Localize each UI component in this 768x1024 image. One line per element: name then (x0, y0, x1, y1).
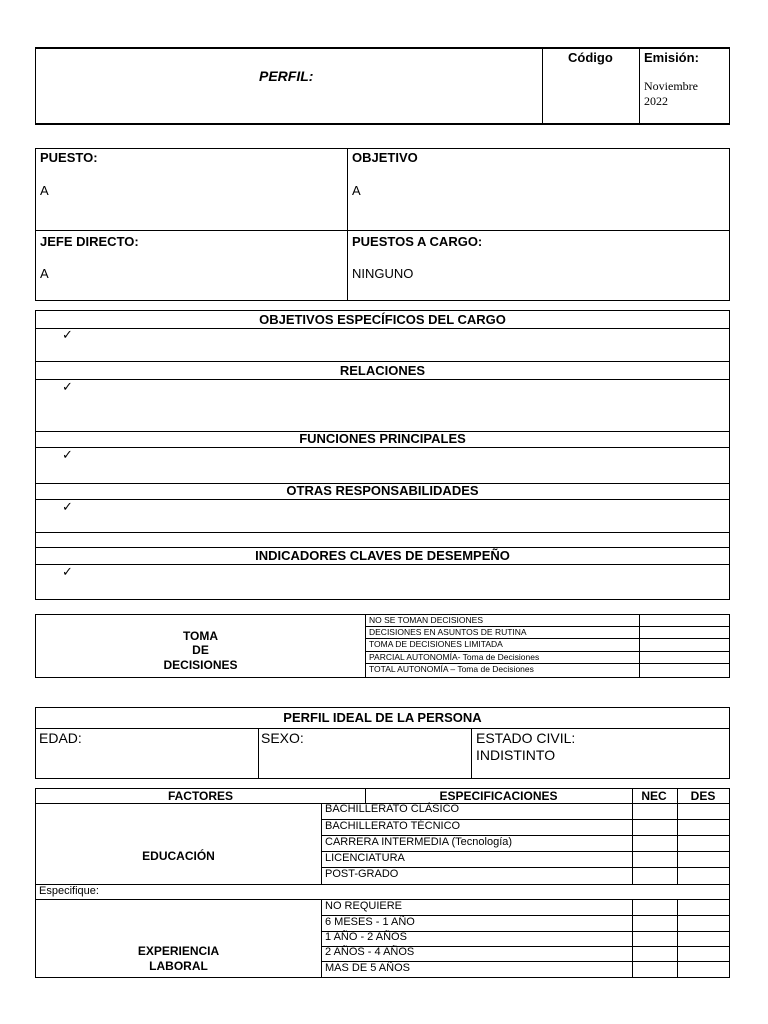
educacion-item: BACHILLERATO TÉCNICO (325, 820, 461, 832)
decisiones-label-3: DECISIONES (163, 658, 238, 672)
funciones-check-icon: ✓ (62, 447, 73, 462)
emision-value-line1: Noviembre (644, 79, 698, 93)
indicadores-title: INDICADORES CLAVES DE DESEMPEÑO (255, 548, 510, 563)
info-box (35, 148, 730, 301)
header-box (35, 47, 730, 125)
objetivos-check-icon: ✓ (62, 327, 73, 342)
experiencia-item: 1 AÑO - 2 AÑOS (325, 931, 407, 943)
sexo-label: SEXO: (261, 730, 304, 746)
emision-value-line2: 2022 (644, 94, 668, 108)
estado-civil-label: ESTADO CIVIL: (476, 730, 576, 746)
decision-option: TOMA DE DECISIONES LIMITADA (369, 639, 503, 649)
puesto-value: A (40, 183, 49, 198)
experiencia-label-1: EXPERIENCIA (137, 944, 220, 958)
experiencia-item: NO REQUIERE (325, 900, 403, 912)
indicadores-check-icon: ✓ (62, 564, 73, 579)
educacion-item: POST-GRADO (325, 868, 399, 880)
col-des: DES (690, 789, 716, 803)
codigo-label: Código (568, 50, 613, 65)
decision-option: PARCIAL AUTONOMÍA- Toma de Decisiones (369, 652, 540, 662)
funciones-title: FUNCIONES PRINCIPALES (299, 431, 466, 446)
puesto-label: PUESTO: (40, 150, 98, 165)
educacion-item: BACHILLERATO CLÁSICO (325, 803, 460, 815)
educacion-item: CARRERA INTERMEDIA (Tecnología) (325, 836, 513, 848)
otras-title: OTRAS RESPONSABILIDADES (286, 483, 479, 498)
perfil-ideal-title: PERFIL IDEAL DE LA PERSONA (283, 710, 482, 725)
decision-option: DECISIONES EN ASUNTOS DE RUTINA (369, 627, 527, 637)
experiencia-item: MAS DE 5 AÑOS (325, 962, 410, 974)
experiencia-label-2: LABORAL (149, 959, 208, 973)
experiencia-item: 2 AÑOS - 4 AÑOS (325, 946, 415, 958)
col-especificaciones: ESPECIFICACIONES (439, 789, 558, 803)
sections-box (35, 310, 730, 600)
decisiones-box (35, 614, 730, 678)
decisiones-label-2: DE (192, 643, 209, 657)
col-factores: FACTORES (167, 789, 234, 803)
relaciones-title: RELACIONES (339, 363, 426, 378)
puestos-cargo-value: NINGUNO (352, 266, 414, 281)
objetivo-value: A (352, 183, 361, 198)
jefe-directo-value: A (40, 266, 49, 281)
decisiones-label-1: TOMA (182, 629, 219, 643)
edad-label: EDAD: (39, 730, 82, 746)
col-nec: NEC (641, 789, 667, 803)
decision-option: TOTAL AUTONOMÍA – Toma de Decisiones (369, 664, 534, 674)
decision-option: NO SE TOMAN DECISIONES (369, 615, 483, 625)
educacion-label: EDUCACIÓN (142, 849, 215, 863)
jefe-directo-label: JEFE DIRECTO: (40, 234, 139, 249)
puestos-cargo-label: PUESTOS A CARGO: (352, 234, 483, 249)
objetivos-title: OBJETIVOS ESPECÍFICOS DEL CARGO (259, 312, 506, 327)
relaciones-check-icon: ✓ (62, 379, 73, 394)
factores-box (35, 788, 730, 978)
perfil-ideal-box (35, 707, 730, 779)
objetivo-label: OBJETIVO (352, 150, 418, 165)
especifique-label: Especifique: (39, 885, 99, 897)
experiencia-item: 6 MESES - 1 AÑO (325, 916, 415, 928)
otras-check-icon: ✓ (62, 499, 73, 514)
perfil-label: PERFIL: (259, 68, 314, 84)
estado-civil-value: INDISTINTO (476, 747, 556, 763)
emision-label: Emisión: (644, 50, 699, 65)
educacion-item: LICENCIATURA (325, 852, 405, 864)
